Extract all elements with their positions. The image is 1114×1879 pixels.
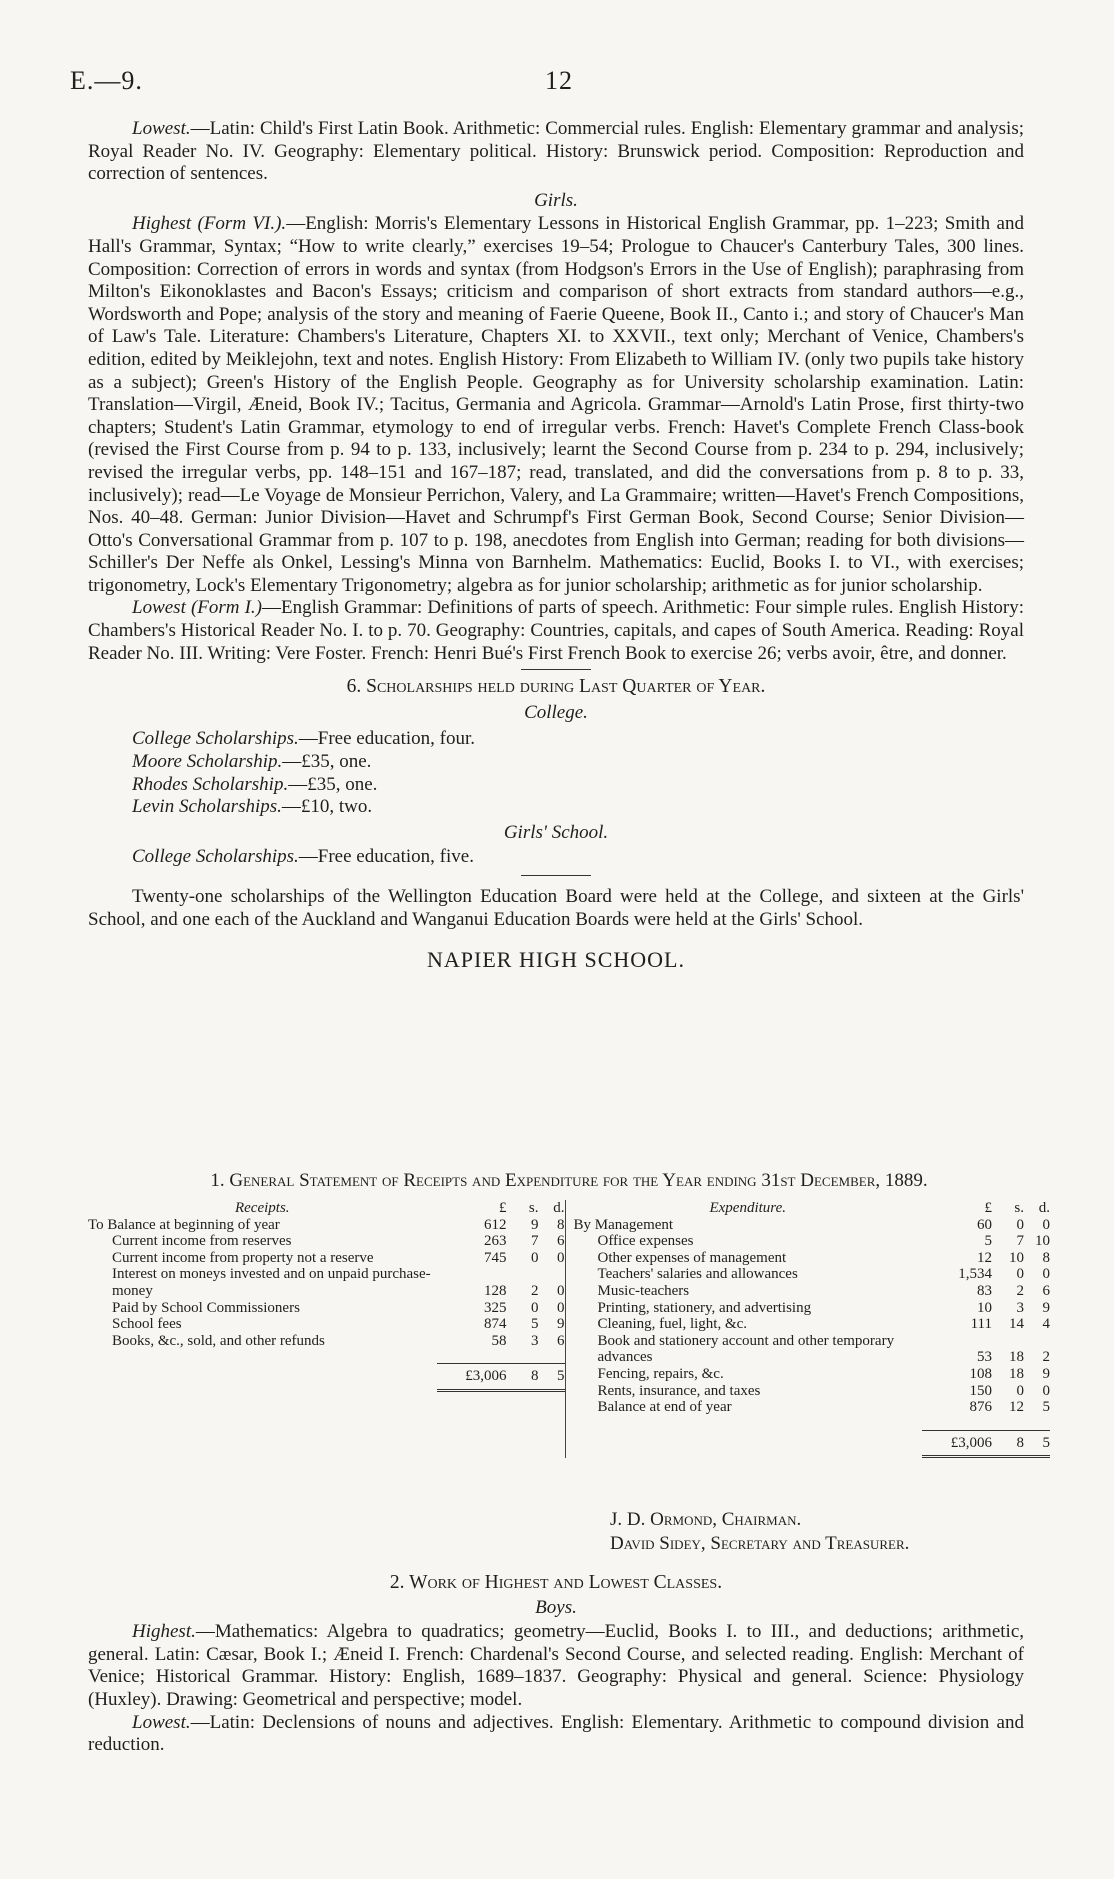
curriculum-section <box>88 118 1024 972</box>
receipts-header: Receipts. <box>234 1200 290 1216</box>
shillings: 2 <box>1016 1282 1024 1299</box>
receipts-column <box>88 1200 566 1458</box>
divider <box>521 669 591 670</box>
highest-label: Highest (Form VI.). <box>132 213 287 235</box>
expenditure-total <box>574 1430 1051 1459</box>
scholarship-item <box>132 751 1024 774</box>
scholarship-label: Levin Scholarships. <box>132 796 282 818</box>
scholarship-label: College Scholarships. <box>132 846 299 868</box>
shillings: 7 <box>531 1233 539 1250</box>
shillings: 12 <box>1009 1399 1024 1416</box>
secretary-signature: David Sidey, Secretary and Treasurer. <box>610 1533 910 1554</box>
boys-heading: Boys. <box>535 1596 577 1618</box>
account-label: Balance at end of year <box>597 1399 732 1416</box>
account-row <box>574 1316 1051 1333</box>
amount <box>922 1300 1050 1317</box>
boys-highest-label: Highest. <box>132 1621 196 1643</box>
pounds: 876 <box>969 1399 992 1416</box>
account-row <box>574 1283 1051 1300</box>
pence: 0 <box>557 1282 565 1299</box>
account-label: Paid by School Commissioners <box>112 1299 300 1316</box>
account-label: Office expenses <box>597 1233 694 1250</box>
amount <box>922 1316 1050 1333</box>
pounds: 874 <box>484 1316 507 1333</box>
napier-work-section <box>88 1572 1024 1757</box>
amount <box>922 1399 1050 1416</box>
expenditure-column <box>566 1200 1051 1458</box>
scholarship-value: —£35, one. <box>282 751 372 773</box>
pounds: 83 <box>977 1282 992 1299</box>
shillings: 3 <box>531 1332 539 1349</box>
amount <box>922 1266 1050 1283</box>
lowest-text: —Latin: Child's First Latin Book. Arithmetic: Commercial rules. English: Elementary grammar and analysis; Royal Reader No. IV. Geography: Elementary political. History: Brunswick period. Composition: Reproduction and correction of sentences. <box>88 118 1024 185</box>
scholarship-value: —Free education, four. <box>298 728 476 750</box>
receipts-header-row <box>88 1200 565 1217</box>
pence: 5 <box>1042 1399 1050 1416</box>
accounts-columns <box>88 1200 1050 1458</box>
account-label: Other expenses of management <box>597 1249 787 1266</box>
pounds: 612 <box>484 1216 507 1233</box>
pounds: 12 <box>977 1249 992 1266</box>
shillings: 7 <box>1016 1233 1024 1250</box>
highest-text: —English: Morris's Elementary Lessons in Historical English Grammar, pp. 1–223; Smith and Hall's Grammar, Syntax; “How to write clearly,” exercises 19–54; Prologue to Chaucer's Canterbury Tales, 300 lines. Composition: Correction of errors in words and syntax (from Hodgson's Errors in the Use of English); paraphrasing from Milton's Eikonoklastes and Bacon's Essays; criticism and comparison of short extracts from standard authors—e.g., Wordsworth and Pope; analysis of the story and meaning of Faerie Queene, Book II., Canto i.; and story of Chaucer's Man of Law's Tale. Literature: Chambers's Literature, Chapters XI. to XXVII., text only; Merchant of Venice, Chambers's edition, edited by Meiklejohn, text and notes. English History: From Elizabeth to William IV. (only two pupils take history as a subject); Green's History of the English People. Geography as for University scholarship examination. Latin: Translation—Virgil, Æneid, Book IV.; Tacitus, Germania and Agricola. Grammar—Arnold's Latin Prose, first thirty-two chapters; Student's Latin Grammar, etymology to end of irregular verbs. French: Havet's Complete French Class-book (revised the First Course from p. 94 to p. 133, inclusively; learnt the Second Course from p. 234 to p. 294, inclusively; revised the irregular verbs, pp. 148–151 and 167–187; read, translated, and did the conversations from p. 8 to p. 33, inclusively); read—Le Voyage de Monsieur Perrichon, Valery, and La Grammaire; written—Havet's French Compositions, Nos. 40–48. German: Junior Division—Havet and Schrumpf's First German Book, Second Course; Senior Division—Otto's Conversational Grammar from p. 107 to p. 198, anecdotes from English into German; reading for both divisions—Schiller's Der Neffe als Onkel, Lessing's Minna von Barnhelm. Mathematics: Euclid, Books I. to VI., with exercises; trigonometry, Lock's Elementary Trigonometry; algebra as for junior scholarship; arithmetic as for junior scholarship. <box>88 213 1024 596</box>
pence: 6 <box>1042 1282 1050 1299</box>
pounds: 111 <box>970 1316 992 1333</box>
pence: 6 <box>557 1332 565 1349</box>
account-label: Printing, stationery, and advertising <box>597 1299 812 1316</box>
amount <box>437 1316 565 1333</box>
girls-heading: Girls. <box>534 189 578 211</box>
boys-lowest-paragraph <box>88 1712 1024 1757</box>
shillings: 18 <box>1009 1365 1024 1382</box>
lowest-label: Lowest. <box>132 118 191 139</box>
scholarship-value: —£10, two. <box>281 796 373 818</box>
pounds: 1,534 <box>958 1266 992 1283</box>
pence: 9 <box>1042 1299 1050 1316</box>
shillings: 0 <box>531 1299 539 1316</box>
lowest-form-label: Lowest (Form I.) <box>132 597 262 619</box>
scholarship-label: College Scholarships. <box>132 728 299 750</box>
expenditure-rows <box>574 1217 1051 1416</box>
account-row <box>574 1333 1051 1366</box>
receipts-total <box>88 1363 565 1392</box>
pence: 0 <box>1042 1216 1050 1233</box>
account-label: Rents, insurance, and taxes <box>597 1382 761 1399</box>
shillings: 8 <box>1016 1434 1024 1451</box>
shillings: 2 <box>531 1282 539 1299</box>
account-row <box>88 1250 565 1267</box>
account-label: Interest on moneys invested and on unpaid purchase-money <box>112 1266 431 1299</box>
shillings: 9 <box>531 1216 539 1233</box>
pounds-header: £ <box>984 1200 992 1216</box>
account-label: School fees <box>112 1316 182 1333</box>
work-heading: 2. Work of Highest and Lowest Classes. <box>389 1572 723 1593</box>
account-label: Music-teachers <box>597 1282 690 1299</box>
scholarship-value: —Free education, five. <box>298 846 474 868</box>
amount <box>922 1349 1050 1366</box>
scholarship-value: —£35, one. <box>288 773 378 795</box>
amount <box>437 1233 565 1250</box>
account-row <box>574 1250 1051 1267</box>
expenditure-header: Expenditure. <box>709 1200 786 1216</box>
pence-header: d. <box>1038 1200 1050 1216</box>
amount <box>922 1366 1050 1383</box>
account-label: Current income from reserves <box>112 1233 292 1250</box>
girls-school-heading: Girls' School. <box>503 821 609 843</box>
shillings: 3 <box>1016 1299 1024 1316</box>
pence: 0 <box>557 1299 565 1316</box>
pence: 10 <box>1035 1233 1050 1250</box>
scholarship-item <box>132 796 1024 819</box>
girls-scholarship-list <box>88 846 1024 869</box>
pence: 9 <box>1042 1365 1050 1382</box>
account-row <box>574 1366 1051 1383</box>
money-header <box>922 1200 1050 1217</box>
scholarships-heading: 6. Scholarships held during Last Quarter of Year. <box>346 676 766 698</box>
college-heading: College. <box>524 701 588 723</box>
boys-highest-text: —Mathematics: Algebra to quadratics; geometry—Euclid, Books I. to III., and deductions; arithmetic, general. Latin: Cæsar, Book I.; Æneid I. French: Chardenal's Second Course, and selected reading. English: Merchant of Venice; Historical Grammar. History: English, 1689–1837. Geography: Physical and general. Science: Physiology (Huxley). Drawing: Geometrical and perspective; model. <box>88 1621 1024 1710</box>
shillings: 14 <box>1009 1316 1024 1333</box>
amount <box>922 1217 1050 1234</box>
lowest-form-text: —English Grammar: Definitions of parts of speech. Arithmetic: Four simple rules. English History: Chambers's Historical Reader No. I. to p. 70. Geography: Countries, capitals, and capes of South America. Reading: Royal Reader No. III. Writing: Vere Foster. French: Henri Bué's First French Book to exercise 26; verbs avoir, être, and donner. <box>88 597 1024 664</box>
divider <box>521 875 591 876</box>
shillings: 8 <box>531 1368 539 1385</box>
pence: 4 <box>1042 1316 1050 1333</box>
signatories <box>610 1508 909 1556</box>
boys-lowest-label: Lowest. <box>132 1711 191 1733</box>
amount <box>922 1233 1050 1250</box>
money-header <box>437 1200 565 1217</box>
account-row <box>574 1217 1051 1234</box>
pounds: £3,006 <box>465 1368 507 1385</box>
pounds: 58 <box>491 1332 507 1349</box>
highest-paragraph <box>88 213 1024 597</box>
account-label: To Balance at beginning of year <box>88 1216 280 1233</box>
shillings: 10 <box>1009 1249 1024 1266</box>
account-row <box>574 1399 1051 1416</box>
accounts-statement <box>88 1170 1050 1458</box>
amount <box>437 1333 565 1350</box>
pounds: 325 <box>484 1299 507 1316</box>
amount <box>437 1217 565 1234</box>
pounds: 60 <box>977 1216 992 1233</box>
pounds: 745 <box>484 1249 507 1266</box>
pounds: £3,006 <box>950 1434 992 1451</box>
amount <box>922 1383 1050 1400</box>
shillings-header: s. <box>1014 1200 1024 1216</box>
chairman-signature: J. D. Ormond, Chairman. <box>610 1509 802 1530</box>
pounds: 263 <box>484 1233 507 1250</box>
account-row <box>88 1266 565 1299</box>
account-row <box>88 1316 565 1333</box>
pence: 8 <box>557 1216 565 1233</box>
lowest-paragraph <box>88 118 1024 186</box>
boys-highest-paragraph <box>88 1621 1024 1711</box>
napier-title: NAPIER HIGH SCHOOL. <box>427 947 685 973</box>
pounds: 5 <box>984 1233 992 1250</box>
shillings: 0 <box>1016 1266 1024 1283</box>
account-row <box>574 1266 1051 1283</box>
account-label: Fencing, repairs, &c. <box>597 1365 724 1382</box>
pounds: 150 <box>969 1382 992 1399</box>
boys-lowest-text: —Latin: Declensions of nouns and adjectives. English: Elementary. Arithmetic to compound division and reduction. <box>88 1711 1024 1756</box>
account-row <box>88 1333 565 1350</box>
amount <box>922 1430 1050 1459</box>
amount <box>437 1250 565 1267</box>
shillings: 0 <box>1016 1216 1024 1233</box>
pounds: 108 <box>969 1365 992 1382</box>
account-label: Cleaning, fuel, light, &c. <box>597 1316 748 1333</box>
account-row <box>88 1217 565 1234</box>
account-row <box>574 1233 1051 1250</box>
amount <box>922 1283 1050 1300</box>
pounds: 53 <box>977 1349 992 1366</box>
shillings-header: s. <box>528 1200 539 1216</box>
pounds: 10 <box>977 1299 992 1316</box>
lowest-form-paragraph <box>88 597 1024 665</box>
pounds: 128 <box>484 1282 507 1299</box>
shillings: 18 <box>1009 1349 1024 1366</box>
scholarship-label: Moore Scholarship. <box>132 751 283 773</box>
pounds-header: £ <box>499 1200 507 1216</box>
account-label: By Management <box>573 1216 674 1233</box>
pence: 5 <box>1042 1434 1050 1451</box>
account-label: Current income from property not a reserve <box>112 1249 374 1266</box>
pence: 0 <box>1042 1382 1050 1399</box>
pence: 9 <box>557 1316 565 1333</box>
shillings: 5 <box>531 1316 539 1333</box>
amount <box>437 1300 565 1317</box>
amount <box>922 1250 1050 1267</box>
scholarship-item <box>132 846 1024 869</box>
account-row <box>574 1383 1051 1400</box>
pence: 2 <box>1042 1349 1050 1366</box>
scholarship-item <box>132 774 1024 797</box>
expenditure-header-row <box>574 1200 1051 1217</box>
account-row <box>574 1300 1051 1317</box>
college-scholarship-list <box>88 728 1024 818</box>
account-label: Books, &c., sold, and other refunds <box>112 1332 325 1349</box>
shillings: 0 <box>531 1249 539 1266</box>
account-label: Teachers' salaries and allowances <box>597 1266 798 1283</box>
account-row <box>88 1300 565 1317</box>
page-number: 12 <box>545 66 573 95</box>
scholarship-label: Rhodes Scholarship. <box>132 773 289 795</box>
pence: 0 <box>557 1249 565 1266</box>
pence: 6 <box>557 1233 565 1250</box>
pence: 8 <box>1042 1249 1050 1266</box>
amount <box>437 1283 565 1300</box>
pence-header: d. <box>553 1200 565 1216</box>
statement-title: 1. General Statement of Receipts and Expenditure for the Year ending 31st December, 1889. <box>210 1170 928 1191</box>
account-label: Book and stationery account and other temporary advances <box>597 1332 895 1366</box>
account-row <box>88 1233 565 1250</box>
scholarship-note: Twenty-one scholarships of the Wellington Education Board were held at the College, and sixteen at the Girls' School, and one each of the Auckland and Wanganui Education Boards were held at the Girls' School. <box>88 886 1024 930</box>
amount <box>437 1363 565 1392</box>
pence: 5 <box>557 1368 565 1385</box>
shillings: 0 <box>1016 1382 1024 1399</box>
scholarship-item <box>132 728 1024 751</box>
document-reference: E.—9. <box>70 66 143 95</box>
pence: 0 <box>1042 1266 1050 1283</box>
receipts-rows <box>88 1217 565 1350</box>
